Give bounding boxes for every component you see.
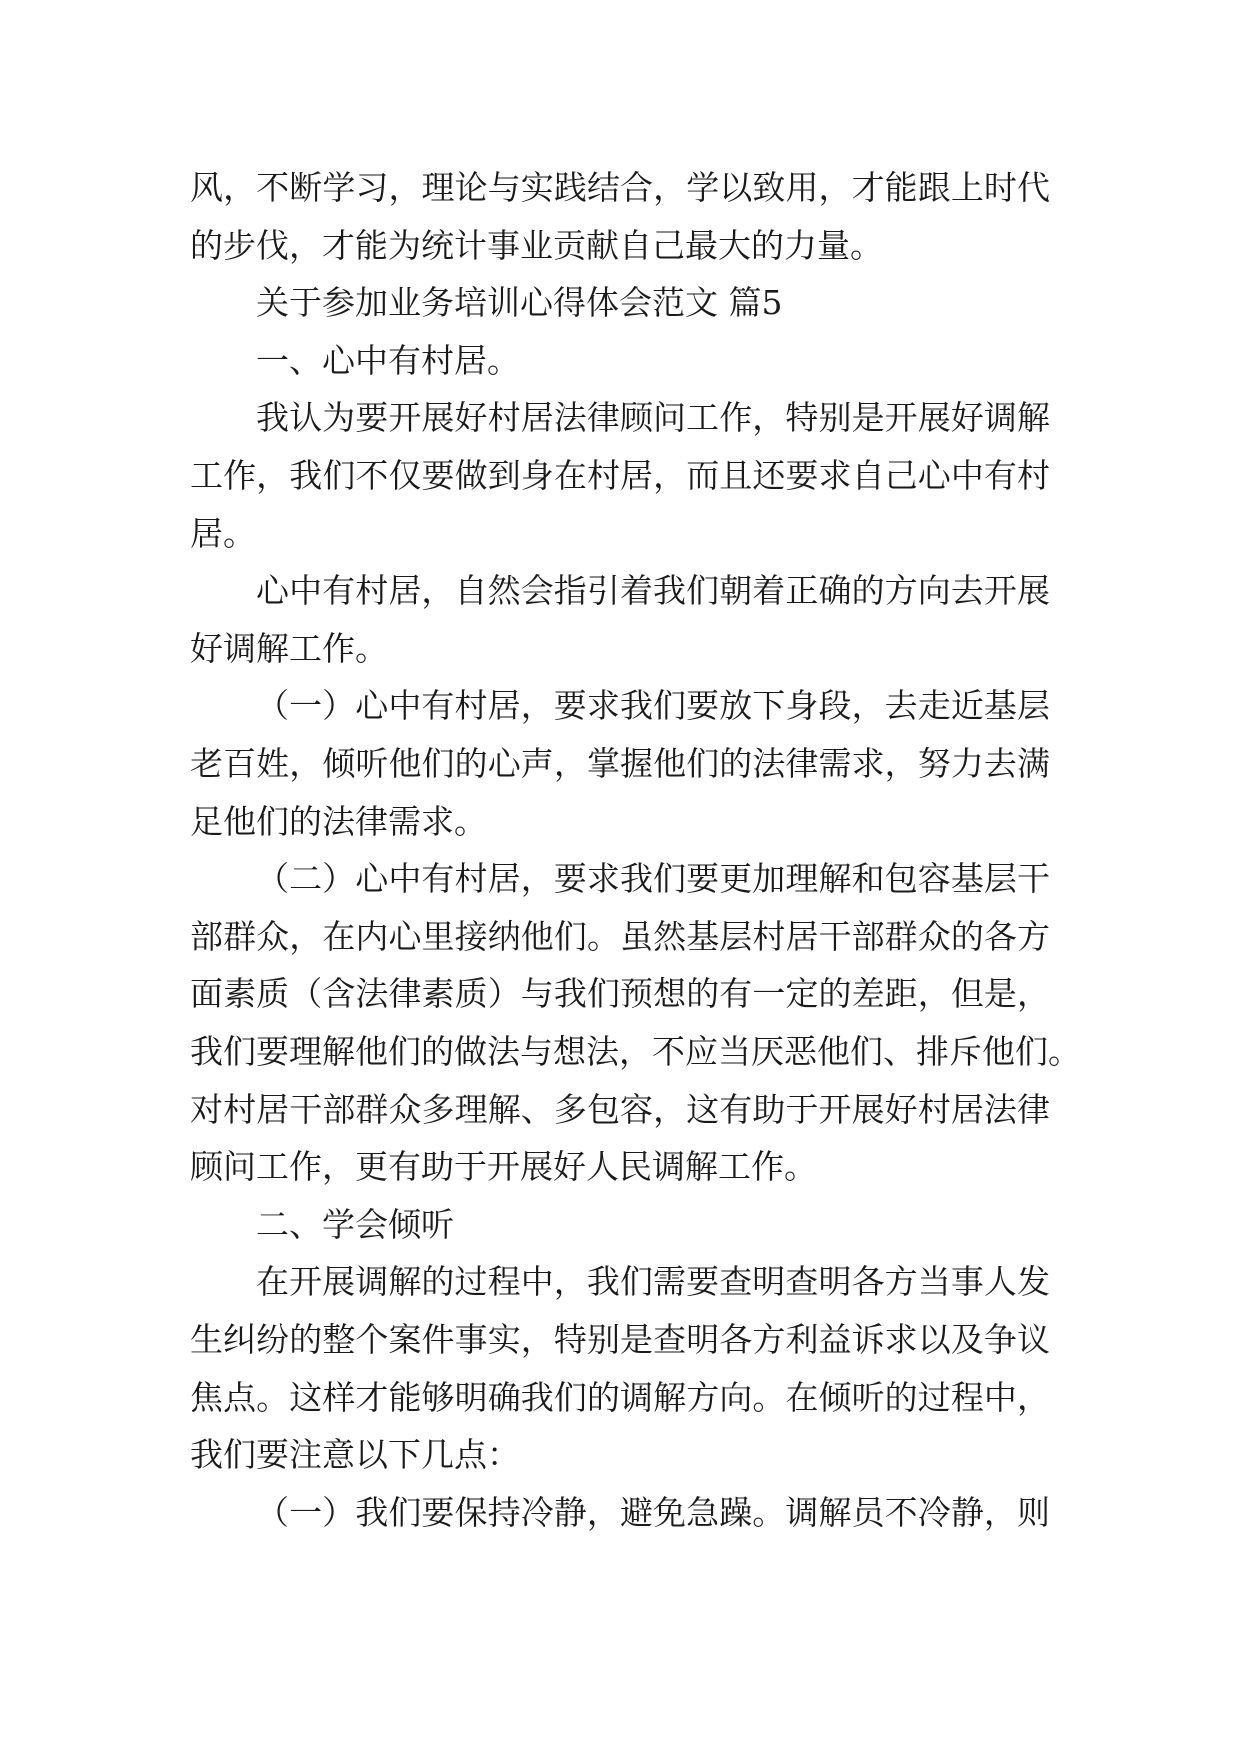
text-line: 二、学会倾听 bbox=[256, 1204, 454, 1244]
text-line: 关于参加业务培训心得体会范文 篇5 bbox=[256, 283, 783, 323]
text-line: 好调解工作。 bbox=[190, 628, 388, 668]
text-line: 足他们的法律需求。 bbox=[190, 801, 487, 841]
text-line: 老百姓，倾听他们的心声，掌握他们的法律需求，努力去满 bbox=[190, 744, 1050, 783]
text-line: 我们要注意以下几点： bbox=[190, 1435, 520, 1475]
text-line: （一）我们要保持冷静，避免急躁。调解员不冷静，则 bbox=[256, 1492, 1050, 1532]
text-line: 顾问工作，更有助于开展好人民调解工作。 bbox=[190, 1147, 817, 1187]
text-line: 焦点。这样才能够明确我们的调解方向。在倾听的过程中， bbox=[190, 1377, 1050, 1417]
text-line: 我认为要开展好村居法律顾问工作，特别是开展好调解 bbox=[256, 398, 1050, 438]
text-line: （二）心中有村居，要求我们要更加理解和包容基层干 bbox=[256, 859, 1050, 899]
text-line: 我们要理解他们的做法与想法，不应当厌恶他们、排斥他们。 bbox=[190, 1032, 1081, 1071]
text-line: 在开展调解的过程中，我们需要查明查明各方当事人发 bbox=[256, 1262, 1050, 1302]
text-line: 的步伐，才能为统计事业贡献自己最大的力量。 bbox=[190, 225, 883, 265]
text-line: 工作，我们不仅要做到身在村居，而且还要求自己心中有村 bbox=[190, 456, 1050, 495]
text-line: 一、心中有村居。 bbox=[256, 340, 520, 380]
text-line: （一）心中有村居，要求我们要放下身段，去走近基层 bbox=[256, 686, 1050, 726]
text-line: 面素质（含法律素质）与我们预想的有一定的差距，但是， bbox=[190, 974, 1050, 1014]
text-line: 风，不断学习，理论与实践结合，学以致用，才能跟上时代 bbox=[190, 168, 1050, 207]
text-line: 对村居干部群众多理解、多包容，这有助于开展好村居法律 bbox=[190, 1089, 1050, 1129]
text-line: 生纠纷的整个案件事实，特别是查明各方利益诉求以及争议 bbox=[190, 1320, 1050, 1359]
text-line: 心中有村居，自然会指引着我们朝着正确的方向去开展 bbox=[256, 571, 1050, 611]
text-line: 部群众，在内心里接纳他们。虽然基层村居干部群众的各方 bbox=[190, 916, 1050, 956]
text-line: 居。 bbox=[190, 513, 256, 553]
